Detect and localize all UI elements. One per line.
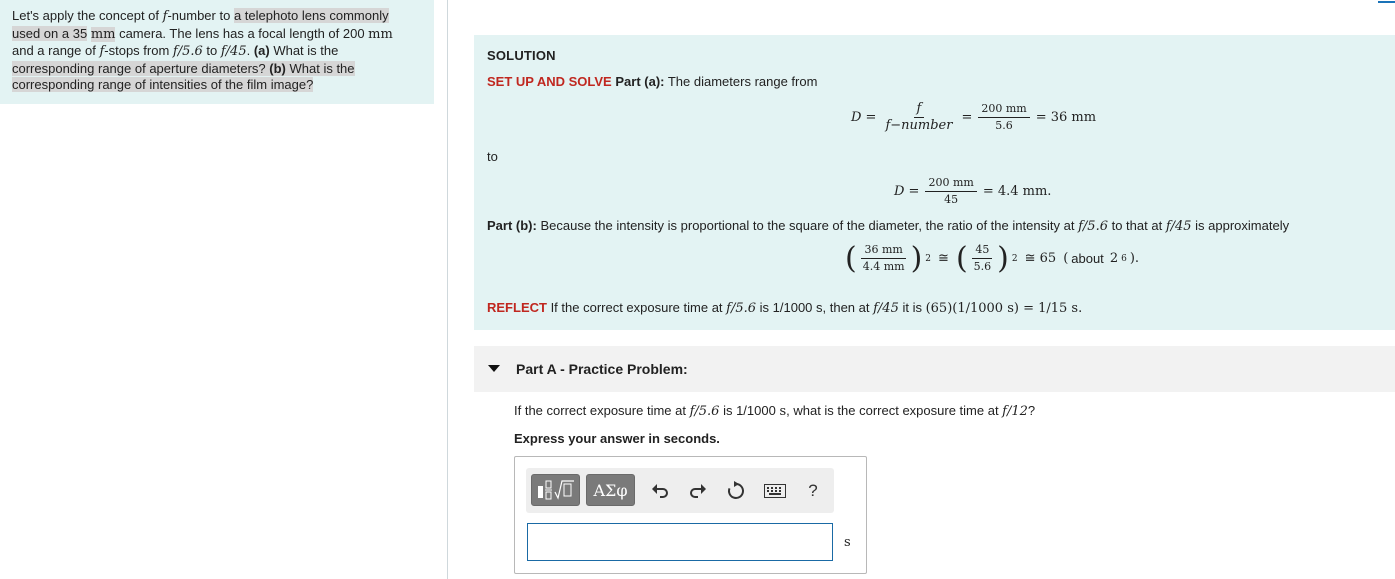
paren-close: ) bbox=[997, 240, 1009, 276]
part-b-line bbox=[487, 218, 1289, 234]
math-toolbar bbox=[526, 468, 834, 513]
highlighted-text: What is the bbox=[285, 60, 355, 76]
problem-text: to bbox=[202, 43, 221, 58]
reset-icon[interactable] bbox=[724, 479, 748, 503]
paren-close: ). bbox=[1129, 251, 1140, 266]
undo-icon[interactable] bbox=[648, 479, 672, 503]
caret-down-icon[interactable] bbox=[488, 365, 500, 372]
part-a-title[interactable]: Part A - Practice Problem: bbox=[516, 361, 688, 377]
question-text: If the correct exposure time at bbox=[514, 403, 690, 418]
part-label: (a) bbox=[253, 43, 270, 58]
answer-instruction: Express your answer in seconds. bbox=[514, 431, 720, 446]
part-b-text: to that at bbox=[1107, 218, 1166, 233]
approx-sign: ≅ bbox=[938, 251, 949, 266]
paren-open: ( bbox=[1063, 251, 1069, 266]
setup-label: SET UP AND SOLVE bbox=[487, 74, 612, 89]
math-unit-mm: mm bbox=[368, 26, 393, 42]
power-base: 2 bbox=[1109, 251, 1119, 266]
eq-sign: = bbox=[961, 110, 973, 125]
eq-result: = 4.4 mm. bbox=[982, 184, 1052, 199]
problem-text: and a range of bbox=[12, 43, 100, 58]
math-f-stop: f/5.6 bbox=[726, 301, 757, 316]
redo-icon[interactable] bbox=[686, 479, 710, 503]
question-text: is 1/1000 bbox=[719, 403, 780, 418]
fraction-f-over-fnumber bbox=[882, 102, 955, 133]
paren-open: ( bbox=[845, 240, 857, 276]
equation-diameter-max bbox=[851, 102, 1096, 133]
fraction-denominator: 45 bbox=[944, 193, 959, 206]
problem-text: camera. The lens has a focal length of 200 bbox=[115, 25, 369, 41]
paren-open: ( bbox=[955, 240, 968, 276]
math-f-stop: f/5.6 bbox=[1078, 219, 1108, 234]
math-f-stop: f/5.6 bbox=[689, 404, 720, 419]
problem-text: What is the bbox=[269, 43, 339, 58]
reflect-equation: (65)(1/1000 s) = 1/15 s. bbox=[925, 301, 1083, 316]
reflect-text: it is bbox=[898, 300, 926, 315]
eq-lhs: D = bbox=[894, 184, 920, 199]
reflect-text: If the correct exposure time at bbox=[546, 300, 727, 315]
fraction-numerator: 36 mm bbox=[861, 243, 905, 259]
problem-text: -stops from bbox=[104, 43, 173, 58]
fraction-numerator: 200 mm bbox=[978, 102, 1029, 118]
highlighted-text: corresponding range of aperture diameters? bbox=[12, 60, 270, 76]
math-f-stop: f/45 bbox=[873, 301, 899, 316]
paren-close: ) bbox=[910, 240, 923, 276]
math-f-stop: f/12 bbox=[1002, 404, 1028, 419]
equation-intensity-ratio bbox=[845, 240, 1140, 276]
problem-text: . bbox=[246, 43, 254, 58]
part-b-text: is approximately bbox=[1191, 218, 1290, 233]
highlighted-text: corresponding range of intensities of the film image? bbox=[12, 77, 314, 92]
part-label: (b) bbox=[269, 60, 286, 76]
answer-widget bbox=[514, 456, 867, 574]
math-f: f bbox=[162, 9, 168, 24]
math-unit-s: s bbox=[779, 404, 787, 419]
corner-link-mark bbox=[1378, 0, 1395, 3]
part-a-toggle[interactable] bbox=[474, 346, 1395, 392]
eq-result: = 36 mm bbox=[1035, 110, 1097, 125]
math-f: f bbox=[99, 44, 105, 59]
templates-button[interactable] bbox=[531, 474, 580, 506]
fraction-denominator: 5.6 bbox=[995, 119, 1013, 132]
fraction-denominator: 5.6 bbox=[973, 260, 992, 273]
setup-line bbox=[487, 74, 817, 89]
math-f-stop: f/45 bbox=[220, 44, 247, 59]
eq-lhs: D = bbox=[851, 110, 877, 125]
exponent: 2 bbox=[925, 253, 932, 264]
question-text: , what is the correct exposure time at bbox=[786, 403, 1003, 418]
practice-question bbox=[514, 403, 1035, 419]
reflect-line bbox=[487, 300, 1082, 316]
greek-symbols-button[interactable]: ΑΣφ bbox=[586, 474, 635, 506]
problem-statement bbox=[0, 0, 434, 104]
exponent: 2 bbox=[1011, 253, 1018, 264]
reflect-text: is 1/1000 s, then at bbox=[756, 300, 874, 315]
problem-text: Let's apply the concept of bbox=[12, 8, 163, 23]
solution-panel bbox=[474, 35, 1395, 330]
power-exponent: 6 bbox=[1121, 253, 1127, 264]
part-b-label: Part (b): bbox=[487, 218, 537, 233]
math-f-stop: f/5.6 bbox=[172, 44, 203, 59]
to-text: to bbox=[487, 149, 498, 164]
fraction-sqrt-icon bbox=[535, 478, 577, 502]
equation-diameter-min bbox=[894, 176, 1051, 207]
part-b-text: Because the intensity is proportional to the square of the diameter, the ratio of the intensity at bbox=[536, 218, 1079, 233]
reflect-label: REFLECT bbox=[487, 300, 547, 315]
question-text: ? bbox=[1027, 403, 1036, 418]
fraction-45-over-5.6 bbox=[971, 243, 995, 274]
part-a-label: Part (a): bbox=[615, 74, 665, 89]
fraction-numerator: 200 mm bbox=[925, 176, 976, 192]
help-button[interactable]: ? bbox=[808, 481, 818, 500]
answer-input[interactable] bbox=[527, 523, 833, 561]
solution-heading: SOLUTION bbox=[487, 48, 556, 63]
highlighted-text: used on a 35 bbox=[12, 25, 88, 41]
answer-unit: s bbox=[844, 535, 851, 550]
part-a-text: The diameters range from bbox=[664, 74, 818, 89]
fraction-numerator: f bbox=[914, 102, 925, 118]
fraction-200mm-over-45 bbox=[925, 176, 976, 207]
fraction-200mm-over-5.6 bbox=[978, 102, 1029, 133]
fraction-denominator: f−number bbox=[885, 118, 953, 133]
about-text: about bbox=[1071, 251, 1104, 266]
column-divider bbox=[447, 0, 448, 579]
math-f-stop: f/45 bbox=[1165, 219, 1192, 234]
highlighted-text: a telephoto lens commonly bbox=[233, 8, 389, 23]
fraction-36-over-4.4 bbox=[860, 243, 908, 274]
fraction-numerator: 45 bbox=[972, 243, 992, 259]
keyboard-icon[interactable] bbox=[763, 479, 787, 503]
problem-text: -number to bbox=[167, 8, 234, 23]
math-unit-mm: mm bbox=[90, 26, 116, 42]
eq-result: ≅ 65 bbox=[1024, 251, 1057, 266]
fraction-denominator: 4.4 mm bbox=[862, 260, 905, 273]
